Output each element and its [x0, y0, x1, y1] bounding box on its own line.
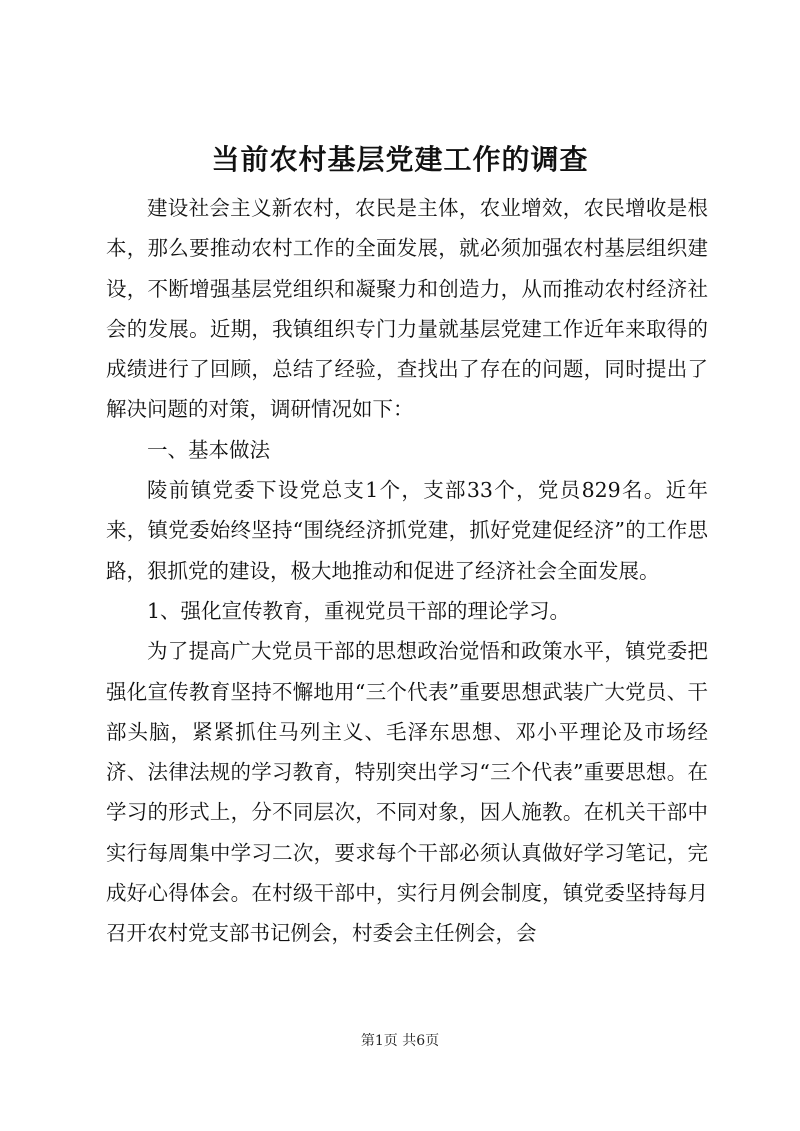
- section-heading-basic-practices: 一、基本做法: [147, 437, 270, 462]
- paragraph-intro: 建设社会主义新农村，农民是主体，农业增效，农民增收是根本，那么要推动农村工作的全面发展，就必须加强农村基层组织建设，不断增强基层党组织和凝聚力和创造力，从而推动农村经济社会的发展。近期，我镇组织专门力量就基层党建工作近年来取得的成绩进行了回顾，总结了经验，查找出了存在的问题，同时提出了解决问题的对策，调研情况如下：: [106, 196, 708, 422]
- document-title: 当前农村基层党建工作的调查: [211, 143, 589, 176]
- subheading-propaganda-education: 1、强化宣传教育，重视党员干部的理论学习。: [147, 598, 571, 623]
- paragraph-theory-study: 为了提高广大党员干部的思想政治觉悟和政策水平，镇党委把强化宣传教育坚持不懈地用“三个代表”重要思想武装广大党员、干部头脑，紧紧抓住马列主义、毛泽东思想、邓小平理论及市场经济、法律法规的学习教育，特别突出学习“三个代表”重要思想。在学习的形式上，分不同层次，不同对象，因人施教。在机关干部中实行每周集中学习二次，要求每个干部必须认真做好学习笔记，完成好心得体会。在村级干部中，实行月例会制度，镇党委坚持每月召开农村党支部书记例会，村委会主任例会，会: [106, 639, 708, 946]
- page-number-footer: 第1页 共6页: [360, 1033, 440, 1049]
- paragraph-party-overview: 陵前镇党委下设党总支1个，支部33个，党员829名。近年来，镇党委始终坚持“围绕经济抓党建，抓好党建促经济”的工作思路，狠抓党的建设，极大地推动和促进了经济社会全面发展。: [106, 478, 708, 583]
- document-body: [106, 188, 708, 954]
